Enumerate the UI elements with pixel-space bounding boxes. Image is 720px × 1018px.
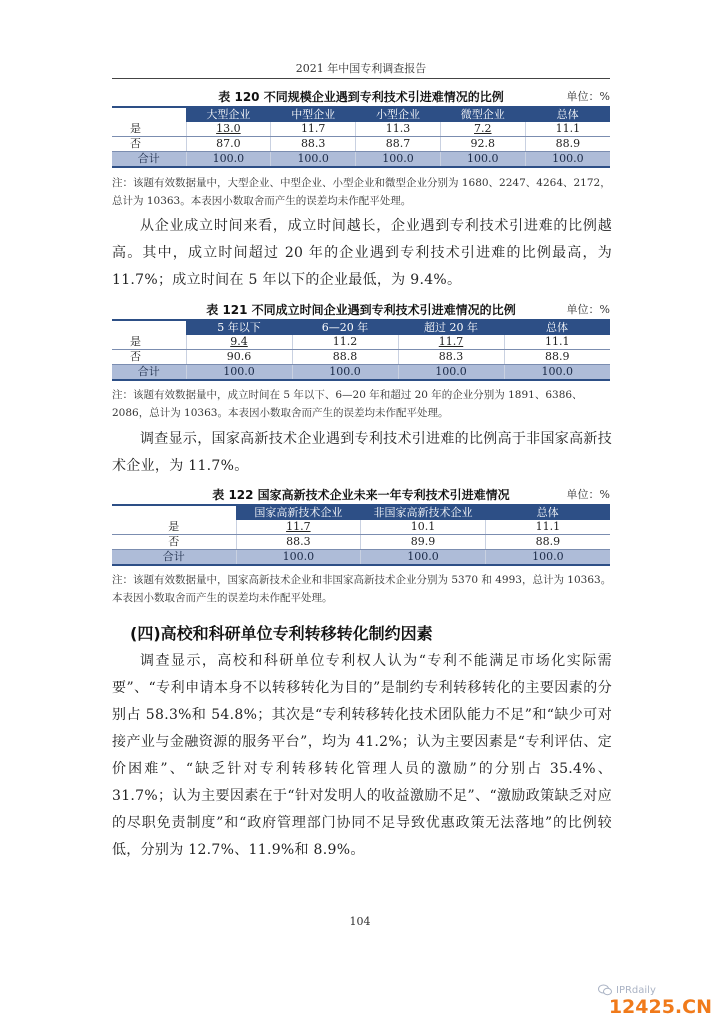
table-122-unit: 单位：% — [566, 488, 610, 501]
table-header-row — [112, 320, 610, 335]
table-cell: 89.9 — [361, 535, 486, 550]
table-cell: 87.0 — [186, 137, 271, 152]
table-cell: 7.2 — [474, 122, 492, 135]
table-row — [112, 350, 610, 365]
column-header: 中型企业 — [271, 107, 356, 122]
section-heading: (四)高校和科研单位专利转移转化制约因素 — [130, 624, 433, 643]
wechat-icon — [598, 984, 612, 996]
table-row — [112, 535, 610, 550]
table-cell: 100.0 — [356, 152, 441, 168]
table-122 — [112, 504, 610, 566]
table-cell: 100.0 — [440, 152, 525, 168]
paragraph: 从企业成立时间来看，成立时间越长，企业遇到专利技术引进难的比例越高。其中，成立时间超过 20 年的企业遇到专利技术引进难的比例最高，为 11.7%；成立时间在 5 年以下的企业最低，为 9.4%。 — [112, 218, 612, 288]
table-cell: 11.1 — [504, 335, 610, 350]
table-cell: 88.3 — [398, 350, 504, 365]
column-header: 总体 — [504, 320, 610, 335]
table-cell: 11.7 — [286, 520, 311, 533]
table-122-note: 注：该题有效数据量中，国家高新技术企业和非国家高新技术企业分别为 5370 和 4993，总计为 10363。本表因小数取舍而产生的误差均未作配平处理。 — [112, 574, 612, 604]
site-watermark: 12425.CN — [608, 996, 712, 1018]
running-header: 2021 年中国专利调查报告 — [295, 62, 427, 75]
table-cell: 100.0 — [292, 365, 398, 381]
column-header: 总体 — [485, 505, 610, 520]
table-120 — [112, 106, 610, 168]
table-cell: 11.1 — [525, 122, 610, 137]
table-121-note: 注：该题有效数据量中，成立时间在 5 年以下、6—20 年和超过 20 年的企业分别为 1891、6386、2086，总计为 10363。本表因小数取舍而产生的误差均未作配平处理。 — [112, 389, 583, 419]
table-cell: 9.4 — [230, 335, 248, 348]
page-number: 104 — [349, 915, 371, 928]
table-total-row — [112, 152, 610, 168]
row-label: 合计 — [112, 152, 186, 168]
column-header: 国家高新技术企业 — [236, 505, 361, 520]
table-total-row — [112, 365, 610, 381]
column-header: 总体 — [525, 107, 610, 122]
table-row — [112, 335, 610, 350]
table-cell: 88.3 — [236, 535, 361, 550]
table-120-note: 注：该题有效数据量中，大型企业、中型企业、小型企业和微型企业分别为 1680、2247、4264、2172，总计为 10363。本表因小数取舍而产生的误差均未作配平处理。 — [112, 177, 611, 207]
column-header: 5 年以下 — [186, 320, 292, 335]
column-header: 6—20 年 — [292, 320, 398, 335]
table-cell: 92.8 — [440, 137, 525, 152]
header-rule — [112, 78, 610, 79]
table-cell: 100.0 — [361, 550, 486, 566]
table-cell: 10.1 — [361, 520, 486, 535]
column-header: 超过 20 年 — [398, 320, 504, 335]
table-row — [112, 137, 610, 152]
table-120-unit: 单位：% — [566, 90, 610, 103]
table-121-unit: 单位：% — [566, 303, 610, 316]
table-cell: 11.7 — [271, 122, 356, 137]
column-header: 小型企业 — [356, 107, 441, 122]
row-label: 是 — [112, 335, 186, 350]
table-120-title: 表 120 不同规模企业遇到专利技术引进难情况的比例 — [218, 90, 504, 104]
table-header-row — [112, 505, 610, 520]
paragraph: 调查显示，高校和科研单位专利权人认为“专利不能满足市场化实际需要”、“专利申请本身不以转移转化为目的”是制约专利转移转化的主要因素的分别占 58.3%和 54.8%；其次是“专利转移转化技术团队能力不足”和“缺少可对接产业与金融资源的服务平台”，均为 41.2%；认为主要因素是“专利评估、定价困难”、“缺乏针对专利转移转化管理人员的激励”的分别占 35.4%、31.7%；认为主要因素在于“针对发明人的收益激励不足”、“激励政策缺乏对应的尽职免责制度”和“政府管理部门协同不足导致优惠政策无法落地”的比例较低，分别为 12.7%、11.9%和 8.9%。 — [112, 653, 612, 858]
row-label: 合计 — [112, 550, 236, 566]
table-cell: 11.7 — [438, 335, 464, 348]
table-cell: 100.0 — [485, 550, 610, 566]
table-cell: 100.0 — [186, 152, 271, 168]
table-cell: 100.0 — [271, 152, 356, 168]
table-cell: 100.0 — [398, 365, 504, 381]
table-total-row — [112, 550, 610, 566]
table-121-title: 表 121 不同成立时间企业遇到专利技术引进难情况的比例 — [206, 303, 516, 317]
row-label: 是 — [112, 122, 186, 137]
table-cell: 88.9 — [504, 350, 610, 365]
table-cell: 90.6 — [186, 350, 292, 365]
paragraph: 调查显示，国家高新技术企业遇到专利技术引进难的比例高于非国家高新技术企业，为 11.7%。 — [112, 431, 612, 474]
table-cell: 88.3 — [271, 137, 356, 152]
row-label: 合计 — [112, 365, 186, 381]
table-cell: 88.9 — [485, 535, 610, 550]
table-cell: 100.0 — [236, 550, 361, 566]
table-cell: 88.7 — [356, 137, 441, 152]
column-header: 微型企业 — [440, 107, 525, 122]
row-label: 否 — [112, 535, 236, 550]
table-cell: 88.9 — [525, 137, 610, 152]
table-cell: 11.3 — [356, 122, 441, 137]
row-label: 是 — [112, 520, 236, 535]
table-cell: 100.0 — [525, 152, 610, 168]
table-122-caption-bar — [112, 486, 610, 504]
column-header: 大型企业 — [186, 107, 271, 122]
table-cell: 11.1 — [485, 520, 610, 535]
table-122-title: 表 122 国家高新技术企业未来一年专利技术引进难情况 — [212, 488, 510, 502]
table-cell: 88.8 — [292, 350, 398, 365]
table-cell: 13.0 — [216, 122, 241, 135]
table-row — [112, 122, 610, 137]
table-header-row — [112, 107, 610, 122]
table-121-caption-bar — [112, 301, 610, 319]
row-label: 否 — [112, 350, 186, 365]
table-121 — [112, 319, 610, 381]
table-row — [112, 520, 610, 535]
row-label: 否 — [112, 137, 186, 152]
table-cell: 11.2 — [292, 335, 398, 350]
watermark-account: IPRdaily — [616, 985, 656, 996]
column-header: 非国家高新技术企业 — [361, 505, 486, 520]
table-120-caption-bar — [112, 88, 610, 106]
table-cell: 100.0 — [504, 365, 610, 381]
table-cell: 100.0 — [186, 365, 292, 381]
